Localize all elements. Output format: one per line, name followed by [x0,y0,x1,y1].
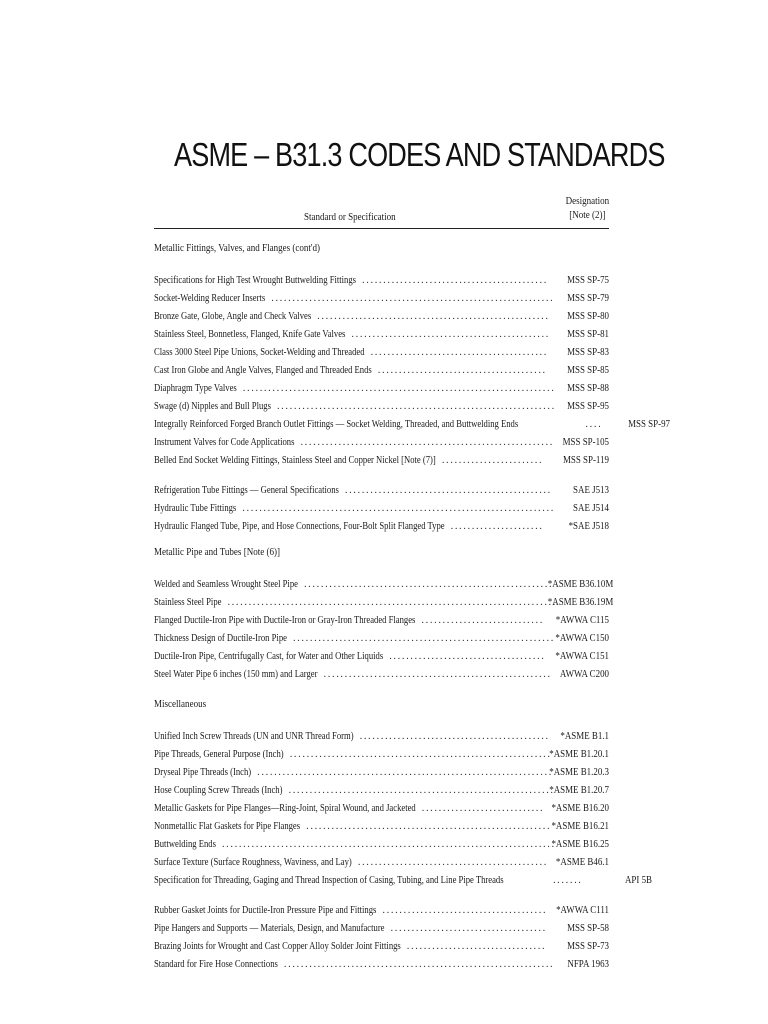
designation-code: *AWWA C111 [556,905,609,916]
dot-leader: ....................................... [382,905,548,916]
standard-entry [154,398,609,416]
designation-label: Designation [565,195,609,207]
designation-code: *ASME B46.1 [555,857,609,868]
standard-entry [154,434,609,452]
designation-code: *ASME B16.25 [551,839,609,850]
designation-code: NFPA 1963 [567,959,609,970]
standard-entry [154,764,609,782]
standard-entry [154,836,609,854]
designation-code: *AWWA C151 [555,651,609,662]
standard-entry [154,518,609,536]
standard-title: Hydraulic Tube Fittings [154,503,237,514]
standard-entry [154,938,609,956]
dot-leader: ........................ [441,455,544,466]
standard-entry [154,482,609,500]
page-title: ASME – B31.3 CODES AND STANDARDS [174,136,665,173]
standard-title: Cast Iron Globe and Angle Valves, Flanged and Threaded Ends [154,365,372,376]
standard-entry [154,648,609,666]
dot-leader: ............................................. [357,857,548,868]
standard-entry [154,800,609,818]
standard-title: Buttwelding Ends [154,839,216,850]
standard-entry [154,290,609,308]
standard-title: Stainless Steel, Bonnetless, Flanged, Knife Gate Valves [154,329,346,340]
standard-title: Brazing Joints for Wrought and Cast Copper Alloy Solder Joint Fittings [154,941,401,952]
dot-leader: ............................. [421,803,545,814]
designation-code: MSS SP-105 [562,437,609,448]
dot-leader: .............................................................................. [227,597,558,608]
dot-leader: .............................................................. [289,749,552,760]
designation-code: *ASME B36.19M [547,597,614,608]
standard-title: Stainless Steel Pipe [154,597,222,608]
dot-leader: .......................................... [370,347,549,358]
designation-code: MSS SP-73 [567,941,609,952]
standard-title: Standard for Fire Hose Connections [154,959,278,970]
standard-column-header: Standard or Specification [304,211,396,223]
designation-code: MSS SP-83 [567,347,609,358]
designation-code: MSS SP-75 [567,275,609,286]
dot-leader: ...................................................... [323,669,552,680]
designation-code: AWWA C200 [559,669,609,680]
standard-entry [154,920,609,938]
designation-code: SAE J514 [573,503,609,514]
designation-code: *AWWA C115 [555,615,609,626]
standard-title: Steel Water Pipe 6 inches (150 mm) and Larger [154,669,318,680]
designation-code: *AWWA C150 [555,633,609,644]
standard-entry [154,452,609,470]
dot-leader: .......................................................................... [242,503,555,514]
dot-leader: .............................................................. [292,633,555,644]
standard-title: Pipe Threads, General Purpose (Inch) [154,749,284,760]
standard-entry [154,344,609,362]
section-heading: Miscellaneous [154,698,207,710]
designation-note: [Note (2)] [569,209,606,221]
designation-code: *ASME B1.20.3 [549,767,609,778]
designation-code: *ASME B1.1 [560,731,609,742]
dot-leader: .... [585,419,603,430]
standard-entry [154,612,609,630]
dot-leader: ............................. [421,615,544,626]
dot-leader: .................................................................. [276,401,556,412]
standard-title: Hose Coupling Screw Threads (Inch) [154,785,283,796]
designation-code: SAE J513 [573,485,609,496]
dot-leader: ................................................................... [271,293,555,304]
dot-leader: ....... [552,875,583,886]
standard-title: Unified Inch Screw Threads (UN and UNR Thread Form) [154,731,354,742]
standard-title: Instrument Valves for Code Applications [154,437,295,448]
designation-code: *SAE J518 [568,521,609,532]
standard-title: Bronze Gate, Globe, Angle and Check Valves [154,311,312,322]
designation-code: *ASME B36.10M [547,579,614,590]
standard-entry [154,380,609,398]
dot-leader: ...................... [450,521,544,532]
standard-title: Dryseal Pipe Threads (Inch) [154,767,252,778]
designation-code: *ASME B1.20.7 [549,785,609,796]
designation-column-header [565,194,609,222]
designation-code: MSS SP-85 [567,365,609,376]
standard-entry [154,576,614,594]
standard-title: Specifications for High Test Wrought Buttwelding Fittings [154,275,357,286]
dot-leader: ................................. [406,941,547,952]
standard-title: Refrigeration Tube Fittings — General Specifications [154,485,339,496]
designation-code: MSS SP-79 [567,293,609,304]
standard-entry [154,746,609,764]
standard-title: Class 3000 Steel Pipe Unions, Socket-Welding and Threaded [154,347,365,358]
designation-code: MSS SP-97 [628,419,671,430]
dot-leader: ..................................... [389,651,546,662]
dot-leader: ....................................................... [317,311,550,322]
standard-title: Metallic Gaskets for Pipe Flanges—Ring-Joint, Spiral Wound, and Jacketed [154,803,416,814]
standard-title: Ductile-Iron Pipe, Centrifugally Cast, for Water and Other Liquids [154,651,384,662]
standard-title: Rubber Gasket Joints for Ductile-Iron Pressure Pipe and Fittings [154,905,377,916]
standard-entry [154,308,609,326]
designation-code: *ASME B1.20.1 [549,749,609,760]
standard-title: Belled End Socket Welding Fittings, Stainless Steel and Copper Nickel [Note (7)] [154,455,436,466]
designation-code: MSS SP-95 [567,401,609,412]
dot-leader: ............................................ [362,275,548,286]
designation-code: API 5B [625,875,653,886]
dot-leader: ................................................................ [283,959,555,970]
designation-code: *ASME B16.20 [551,803,609,814]
standard-entry [154,362,609,380]
dot-leader: ...................................................................... [257,767,553,778]
standard-title: Integrally Reinforced Forged Branch Outlet Fittings — Socket Welding, Threaded, and Buttwelding Ends [154,419,519,430]
designation-code: MSS SP-119 [562,455,609,466]
dot-leader: ..................................... [390,923,547,934]
designation-code: *ASME B16.21 [551,821,609,832]
standard-title: Diaphragm Type Valves [154,383,237,394]
standard-entry [154,594,614,612]
document-page [154,0,671,1024]
dot-leader: ........................................................... [303,579,554,590]
standard-entry [154,782,609,800]
section-heading: Metallic Pipe and Tubes [Note (6)] [154,546,281,558]
dot-leader: ........................................ [377,365,547,376]
dot-leader: ............................................... [351,329,550,340]
standard-entry [154,272,609,290]
standard-title: Flanged Ductile-Iron Pipe with Ductile-Iron or Gray-Iron Threaded Flanges [154,615,416,626]
standard-title: Specification for Threading, Gaging and Thread Inspection of Casing, Tubing, and Line Pipe Threads [154,875,504,886]
dot-leader: .......................................................... [306,821,552,832]
section-heading: Metallic Fittings, Valves, and Flanges (cont'd) [154,242,321,254]
standard-title: Nonmetallic Flat Gaskets for Pipe Flanges [154,821,301,832]
dot-leader: ............................................................ [300,437,554,448]
designation-code: MSS SP-88 [567,383,609,394]
standard-entry [154,818,609,836]
standard-entry [154,630,609,648]
designation-code: MSS SP-80 [567,311,609,322]
standard-entry [154,416,671,434]
standard-entry [154,500,609,518]
designation-code: MSS SP-58 [567,923,609,934]
standard-title: Pipe Hangers and Supports — Materials, Design, and Manufacture [154,923,385,934]
standard-title: Socket-Welding Reducer Inserts [154,293,266,304]
standard-title: Surface Texture (Surface Roughness, Waviness, and Lay) [154,857,352,868]
standard-title: Swage (d) Nipples and Bull Plugs [154,401,271,412]
dot-leader: .......................................................................... [242,383,556,394]
dot-leader: ............................................. [359,731,550,742]
standard-title: Thickness Design of Ductile-Iron Pipe [154,633,287,644]
standard-entry [154,872,653,890]
dot-leader: ............................................................... [288,785,555,796]
standard-entry [154,956,609,974]
standard-entry [154,666,609,684]
standard-entry [154,854,609,872]
dot-leader: ............................................................................... [221,839,556,850]
standard-title: Hydraulic Flanged Tube, Pipe, and Hose Connections, Four-Bolt Split Flanged Type [154,521,445,532]
standard-entry [154,326,609,344]
standard-title: Welded and Seamless Wrought Steel Pipe [154,579,298,590]
standard-entry [154,902,609,920]
header-divider [154,228,609,229]
designation-code: MSS SP-81 [567,329,609,340]
standard-entry [154,728,609,746]
dot-leader: ................................................. [344,485,552,496]
